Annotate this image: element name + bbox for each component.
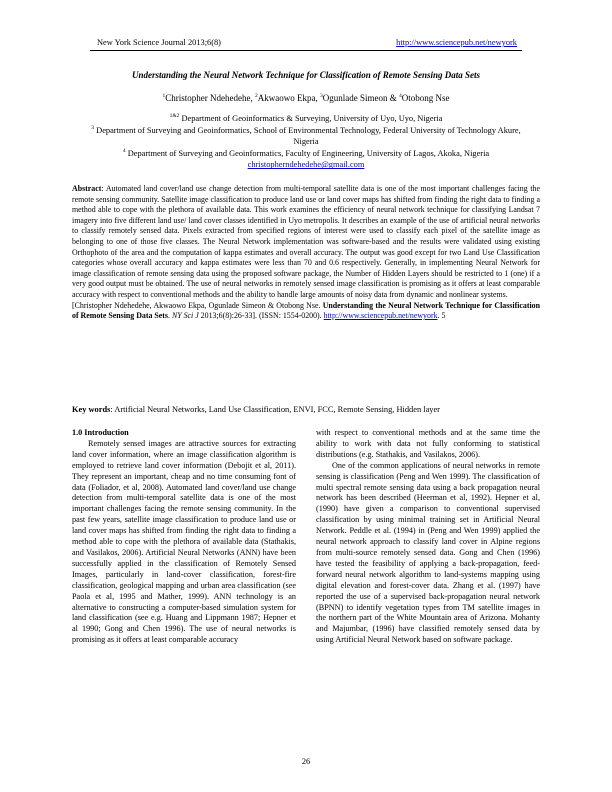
affiliation-1-text: Department of Geoinformatics & Surveying, University of Uyo, Uyo, Nigeria — [179, 114, 443, 123]
affiliation-2-text: Department of Surveying and Geoinformatics, School of Environmental Technology, Federal University of Technology Akure, Nigeria — [94, 125, 521, 147]
intro-paragraph-1: Remotely sensed images are attractive sources for extracting land cover information, where an image classification algorithm is employed to retrieve land cover information (Debojit et al, 2011). They represent an important, cheap and no time consuming font of data (Foliador, et al, 2008). Automated land cover/land use change detection from multi-temporal satellite data is one of the most important challenges facing the remote sensing community. In the past few years, satellite image classification to produce land use or land cover maps has shifted from finding the right data to finding a method able to cope with the plethora of available data (Stathakis, and Vasilakos, 2006). Artificial Neural Networks (ANN) have been successfully applied in the classification of Remotely Sensed Images, particularly in land-cover classification, forest-fire classification, geological mapping and urban area classification (see Paola et al, 1995 and Mather, 1999). ANN technology is an alternative to constructing a computer-based simulation system for land classification (see e.g. Huang and Lippmann 1987; Hepner et al 1990; Gong and Chen 1996). The use of neural networks is promising as it offers at least comparable accuracy — [72, 438, 296, 645]
affiliation-3 — [78, 148, 534, 160]
citation-authors: [Christopher Ndehedehe, Akwaowo Ekpa, Ogunlade Simeon & Otobong Nse. — [72, 300, 323, 310]
section-heading: 1.0 Introduction — [72, 428, 129, 437]
author-3: Ogunlade Simeon & — [322, 93, 399, 103]
paper-title: Understanding the Neural Network Technique for Classification of Remote Sensing Data Sets — [132, 70, 480, 80]
author-2-sup: 2 — [254, 93, 258, 99]
affiliation-3-sup: 4 — [122, 147, 126, 154]
header-divider — [90, 50, 522, 51]
author-3-sup: 3 — [319, 93, 323, 99]
page-number: 26 — [301, 757, 311, 766]
intro-paragraph-2: One of the common applications of neural networks in remote sensing is classification (Peng and Wen 1999). The classification of multi spectral remote sensing data using a back propagation neural network has been described (Heerman et al, 1992). Hepner et al, (1990) have given a comparison to conventional supervised classification by using minimal training set in Artificial Neural Network. Peddle et al. (1994) in (Peng and Wen 1999) applied the neural network approach to classify land cover in Alpine regions from multi-source remotely sensed data. Gong and Chen (1996) have tested the feasibility of applying a back-propagation, feed-forward neural network algorithm to land-systems mapping using digital elevation and forest-cover data. Zhang et al. (1997) have reported the use of a supervised back-propagation neural network (BPNN) to identify vegetation types from TM satellite images in the northern part of the White Mountain area of Arizona. Mohanty and Majumbar, (1996) have classified remotely sensed data by using Artificial Neural Network based on software package. — [316, 460, 540, 645]
author-list — [70, 93, 542, 103]
citation-sep: . — [168, 311, 172, 321]
author-1-sup: 1 — [162, 93, 166, 99]
affiliation-3-text: Department of Surveying and Geoinformatics, Faculty of Engineering, University of Lagos, Akoka, Nigeria — [125, 148, 490, 158]
citation-title: Understanding the Neural Network Technique for Classification of Remote Sensing Data Sets — [72, 300, 540, 321]
author-4-sup: 4 — [398, 93, 402, 99]
body-column-left — [72, 428, 296, 646]
author-1: Christopher Ndehedehe, — [165, 93, 255, 103]
citation — [72, 301, 540, 322]
abstract-text: : Automated land cover/land use change detection from multi-temporal satellite data is one of the most important challenges facing the remote sensing community. Satellite image classification to produce land use or land cover maps has shifted from finding the right data to finding a method able to cope with the plethora of available data. This work examines the efficiency of neural network technique for classifying Landsat 7 imagery into five different land use/ land cover classes identified in Uyo metropolis. It describes an example of the use of artificial neural networks to classify remotely sensed data. Pixels extracted from specified regions of interest were used to classify each pixel of the satellite image as belonging to one of those five classes. The Neural Network implementation was software-based and the results were validated using existing Orthophoto of the area and the computation of kappa estimates and overall accuracy. The output was good except for two Land Use Classification categories whose overall accuracy and kappa estimates were less than 70 and 0.6 respectively. Generally, in implementing Neural Network for image classification of remote sensing data using the proposed software package, the Number of Hidden Layers should be restricted to 1 (one) if a very good output must be obtained. The use of neural networks in remotely sensed image classification is promising as it offers at least comparable accuracy with respect to conventional methods and the ability to handle large amounts of noisy data from dynamic and nonlinear systems. — [72, 184, 540, 299]
abstract-label: Abstract — [72, 184, 102, 193]
body-column-right — [316, 428, 540, 646]
abstract — [72, 184, 540, 322]
affiliation-2 — [78, 125, 534, 148]
citation-url-link[interactable]: http://www.sciencepub.net/newyork — [323, 311, 438, 321]
email-line — [78, 159, 534, 171]
keywords-label: Key words — [72, 405, 111, 414]
journal-name: New York Science Journal 2013;6(8) — [97, 38, 221, 47]
citation-journal: NY Sci J — [171, 311, 199, 321]
abstract-paragraph — [72, 184, 540, 301]
intro-paragraph-1-continued: with respect to conventional methods and at the same time the ability to work with data not fully conforming to statistical distributions (e.g. Stathakis, and Vasilakos, 2006). — [316, 428, 540, 459]
keywords — [72, 405, 540, 414]
journal-url-link[interactable]: http://www.sciencepub.net/newyork — [396, 38, 517, 47]
author-2: Akwaowo Ekpa, — [257, 93, 320, 103]
keywords-text: : Artificial Neural Networks, Land Use Classification, ENVI, FCC, Remote Sensing, Hidden layer — [110, 405, 440, 414]
author-email-link[interactable]: christopherndehedehe@gmail.com — [247, 160, 365, 170]
affiliation-1-sup: 1&2 — [169, 113, 180, 120]
author-4: Otobong Nse — [401, 93, 450, 103]
citation-details: 2013;6(8):26-33]. (ISSN: 1554-0200). — [198, 311, 324, 321]
affiliation-2-sup: 3 — [91, 124, 95, 131]
citation-tail: . 5 — [437, 311, 446, 321]
affiliations — [78, 113, 534, 171]
affiliation-1 — [78, 113, 534, 125]
